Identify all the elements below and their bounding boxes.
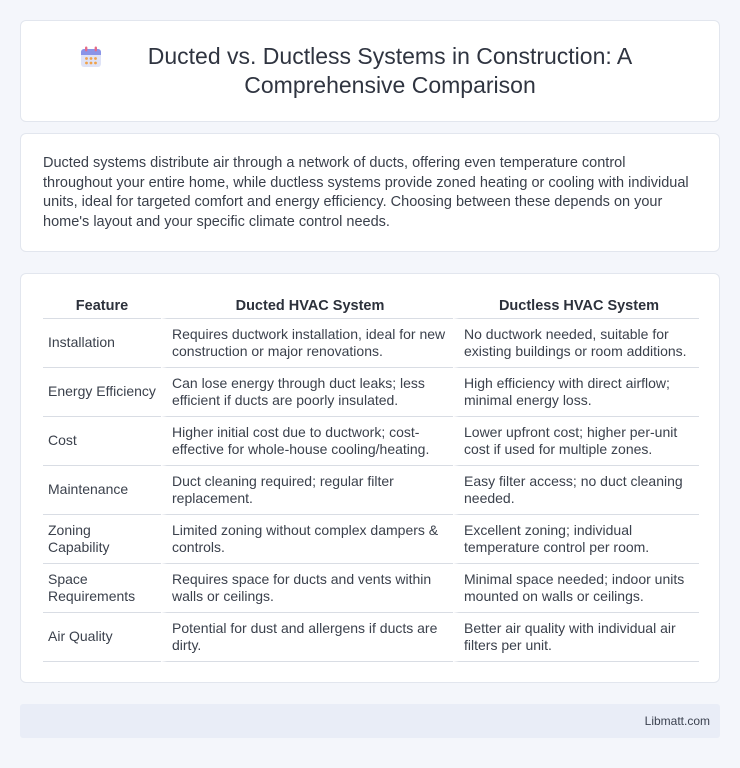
- ductless-cell: Easy filter access; no duct cleaning needed.: [453, 466, 699, 515]
- table-row: [43, 417, 699, 466]
- ducted-cell: Requires space for ducts and vents within walls or ceilings.: [161, 564, 453, 613]
- header-ducted: Ducted HVAC System: [161, 296, 453, 319]
- ducted-cell: Requires ductwork installation, ideal for new construction or major renovations.: [161, 319, 453, 368]
- feature-cell: Cost: [43, 417, 161, 466]
- header-card: [20, 20, 720, 122]
- ducted-cell: Can lose energy through duct leaks; less efficient if ducts are poorly insulated.: [161, 368, 453, 417]
- table-row: [43, 368, 699, 417]
- feature-cell: Installation: [43, 319, 161, 368]
- table-row: [43, 564, 699, 613]
- comparison-table-card: [20, 273, 720, 683]
- ductless-cell: Excellent zoning; individual temperature control per room.: [453, 515, 699, 564]
- table-header-row: [43, 296, 699, 319]
- intro-paragraph: Ducted systems distribute air through a network of ducts, offering even temperature control throughout your entire home, while ductless systems provide zoned heating or cooling with individual units, ideal for targeted comfort and energy efficiency. Choosing between these depends on your home's layout and your specific climate control needs.: [43, 155, 689, 230]
- ducted-cell: Duct cleaning required; regular filter replacement.: [161, 466, 453, 515]
- table-row: [43, 613, 699, 662]
- ducted-cell: Higher initial cost due to ductwork; cost-effective for whole-house cooling/heating.: [161, 417, 453, 466]
- footer-site-link[interactable]: Libmatt.com: [644, 714, 710, 728]
- ductless-cell: No ductwork needed, suitable for existing buildings or room additions.: [453, 319, 699, 368]
- feature-cell: Maintenance: [43, 466, 161, 515]
- table-row: [43, 515, 699, 564]
- page-title: Ducted vs. Ductless Systems in Construction: A Comprehensive Comparison: [147, 43, 633, 98]
- intro-card: [20, 133, 720, 252]
- footer: [20, 704, 720, 738]
- ductless-cell: Minimal space needed; indoor units mounted on walls or ceilings.: [453, 564, 699, 613]
- ducted-cell: Limited zoning without complex dampers & controls.: [161, 515, 453, 564]
- table-row: [43, 319, 699, 368]
- calendar-icon: [80, 46, 102, 68]
- header-ductless: Ductless HVAC System: [453, 296, 699, 319]
- feature-cell: Space Requirements: [43, 564, 161, 613]
- feature-cell: Air Quality: [43, 613, 161, 662]
- title-wrap: [80, 42, 660, 100]
- header-feature: Feature: [43, 296, 161, 319]
- feature-cell: Energy Efficiency: [43, 368, 161, 417]
- ductless-cell: Better air quality with individual air filters per unit.: [453, 613, 699, 662]
- ductless-cell: High efficiency with direct airflow; minimal energy loss.: [453, 368, 699, 417]
- table-row: [43, 466, 699, 515]
- ducted-cell: Potential for dust and allergens if ducts are dirty.: [161, 613, 453, 662]
- ductless-cell: Lower upfront cost; higher per-unit cost if used for multiple zones.: [453, 417, 699, 466]
- feature-cell: Zoning Capability: [43, 515, 161, 564]
- comparison-table: [43, 296, 699, 662]
